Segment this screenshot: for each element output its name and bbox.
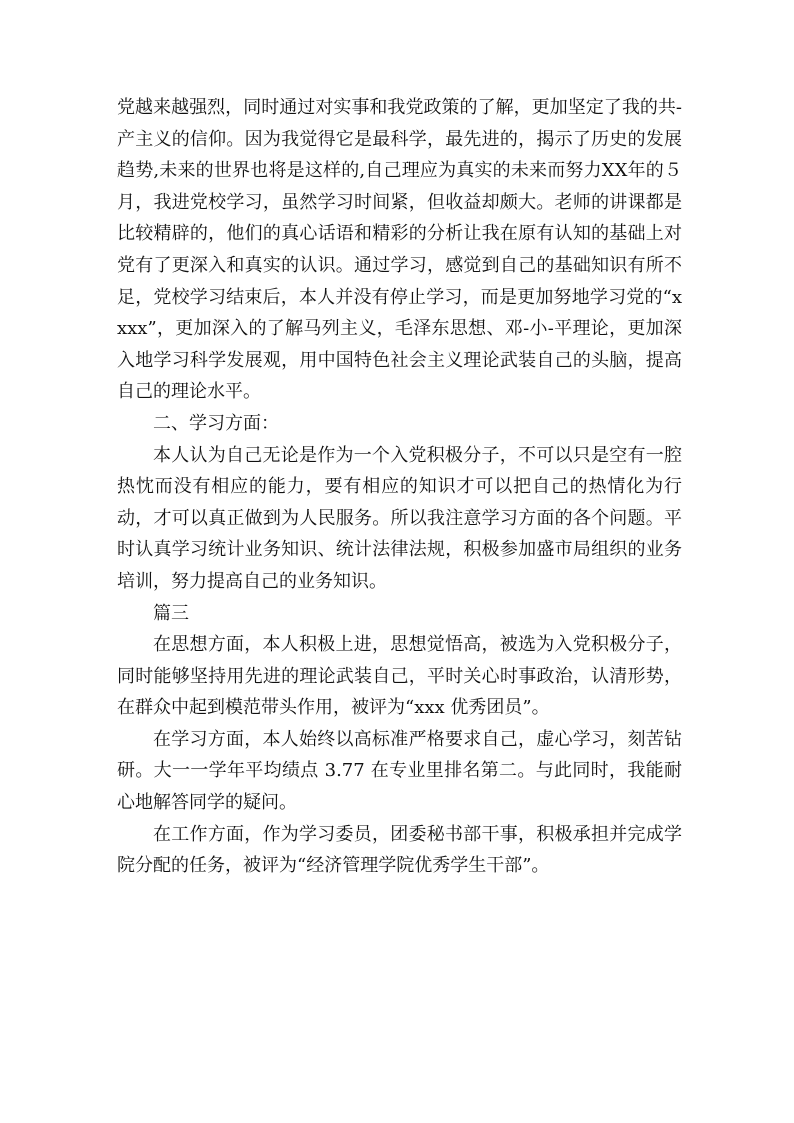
section-heading-part-three: 篇三 — [153, 602, 189, 624]
paragraph-thought: 在思想方面，本人积极上进，思想觉悟高，被选为入党积极分子，同时能够坚持用先进的理论武装自己，平时关心时事政治，认清形势，在群众中起到模范带头作用，被评为“xxx 优秀团员”。 — [117, 634, 682, 719]
paragraph-study: 本人认为自己无论是作为一个入党积极分子，不可以只是空有一腔热忱而没有相应的能力，要有相应的知识才可以把自己的热情化为行动，才可以真正做到为人民服务。所以我注意学习方面的各个问题。平时认真学习统计业务知识、统计法律法规，积极参加盛市局组织的业务培训，努力提高自己的业务知识。 — [117, 444, 682, 592]
paragraph-learning: 在学习方面，本人始终以高标准严格要求自己，虚心学习，刻苦钻研。大一一学年平均绩点 3.77 在专业里排名第二。与此同时，我能耐心地解答同学的疑问。 — [117, 728, 682, 814]
document-body — [117, 92, 682, 882]
paragraph-work: 在工作方面，作为学习委员，团委秘书部干事，积极承担并完成学院分配的任务，被评为“经济管理学院优秀学生干部”。 — [117, 823, 682, 877]
section-heading-study: 二、学习方面： — [153, 412, 279, 434]
paragraph-continuation: 党越来越强烈，同时通过对实事和我党政策的了解，更加坚定了我的共-产主义的信仰。因为我觉得它是最科学，最先进的，揭示了历史的发展趋势,未来的世界也将是这样的,自己理应为真实的未来而努力XX年的５月，我进党校学习，虽然学习时间紧，但收益却颇大。老师的讲课都是比较精辟的，他们的真心话语和精彩的分析让我在原有认知的基础上对党有了更深入和真实的认识。通过学习，感觉到自己的基础知识有所不足，党校学习结束后，本人并没有停止学习，而是更加努地学习党的“xxxx”，更加深入的了解马列主义，毛泽东思想、邓-小-平理论，更加深入地学习科学发展观，用中国特色社会主义理论武装自己的头脑，提高自己的理论水平。 — [117, 97, 682, 403]
